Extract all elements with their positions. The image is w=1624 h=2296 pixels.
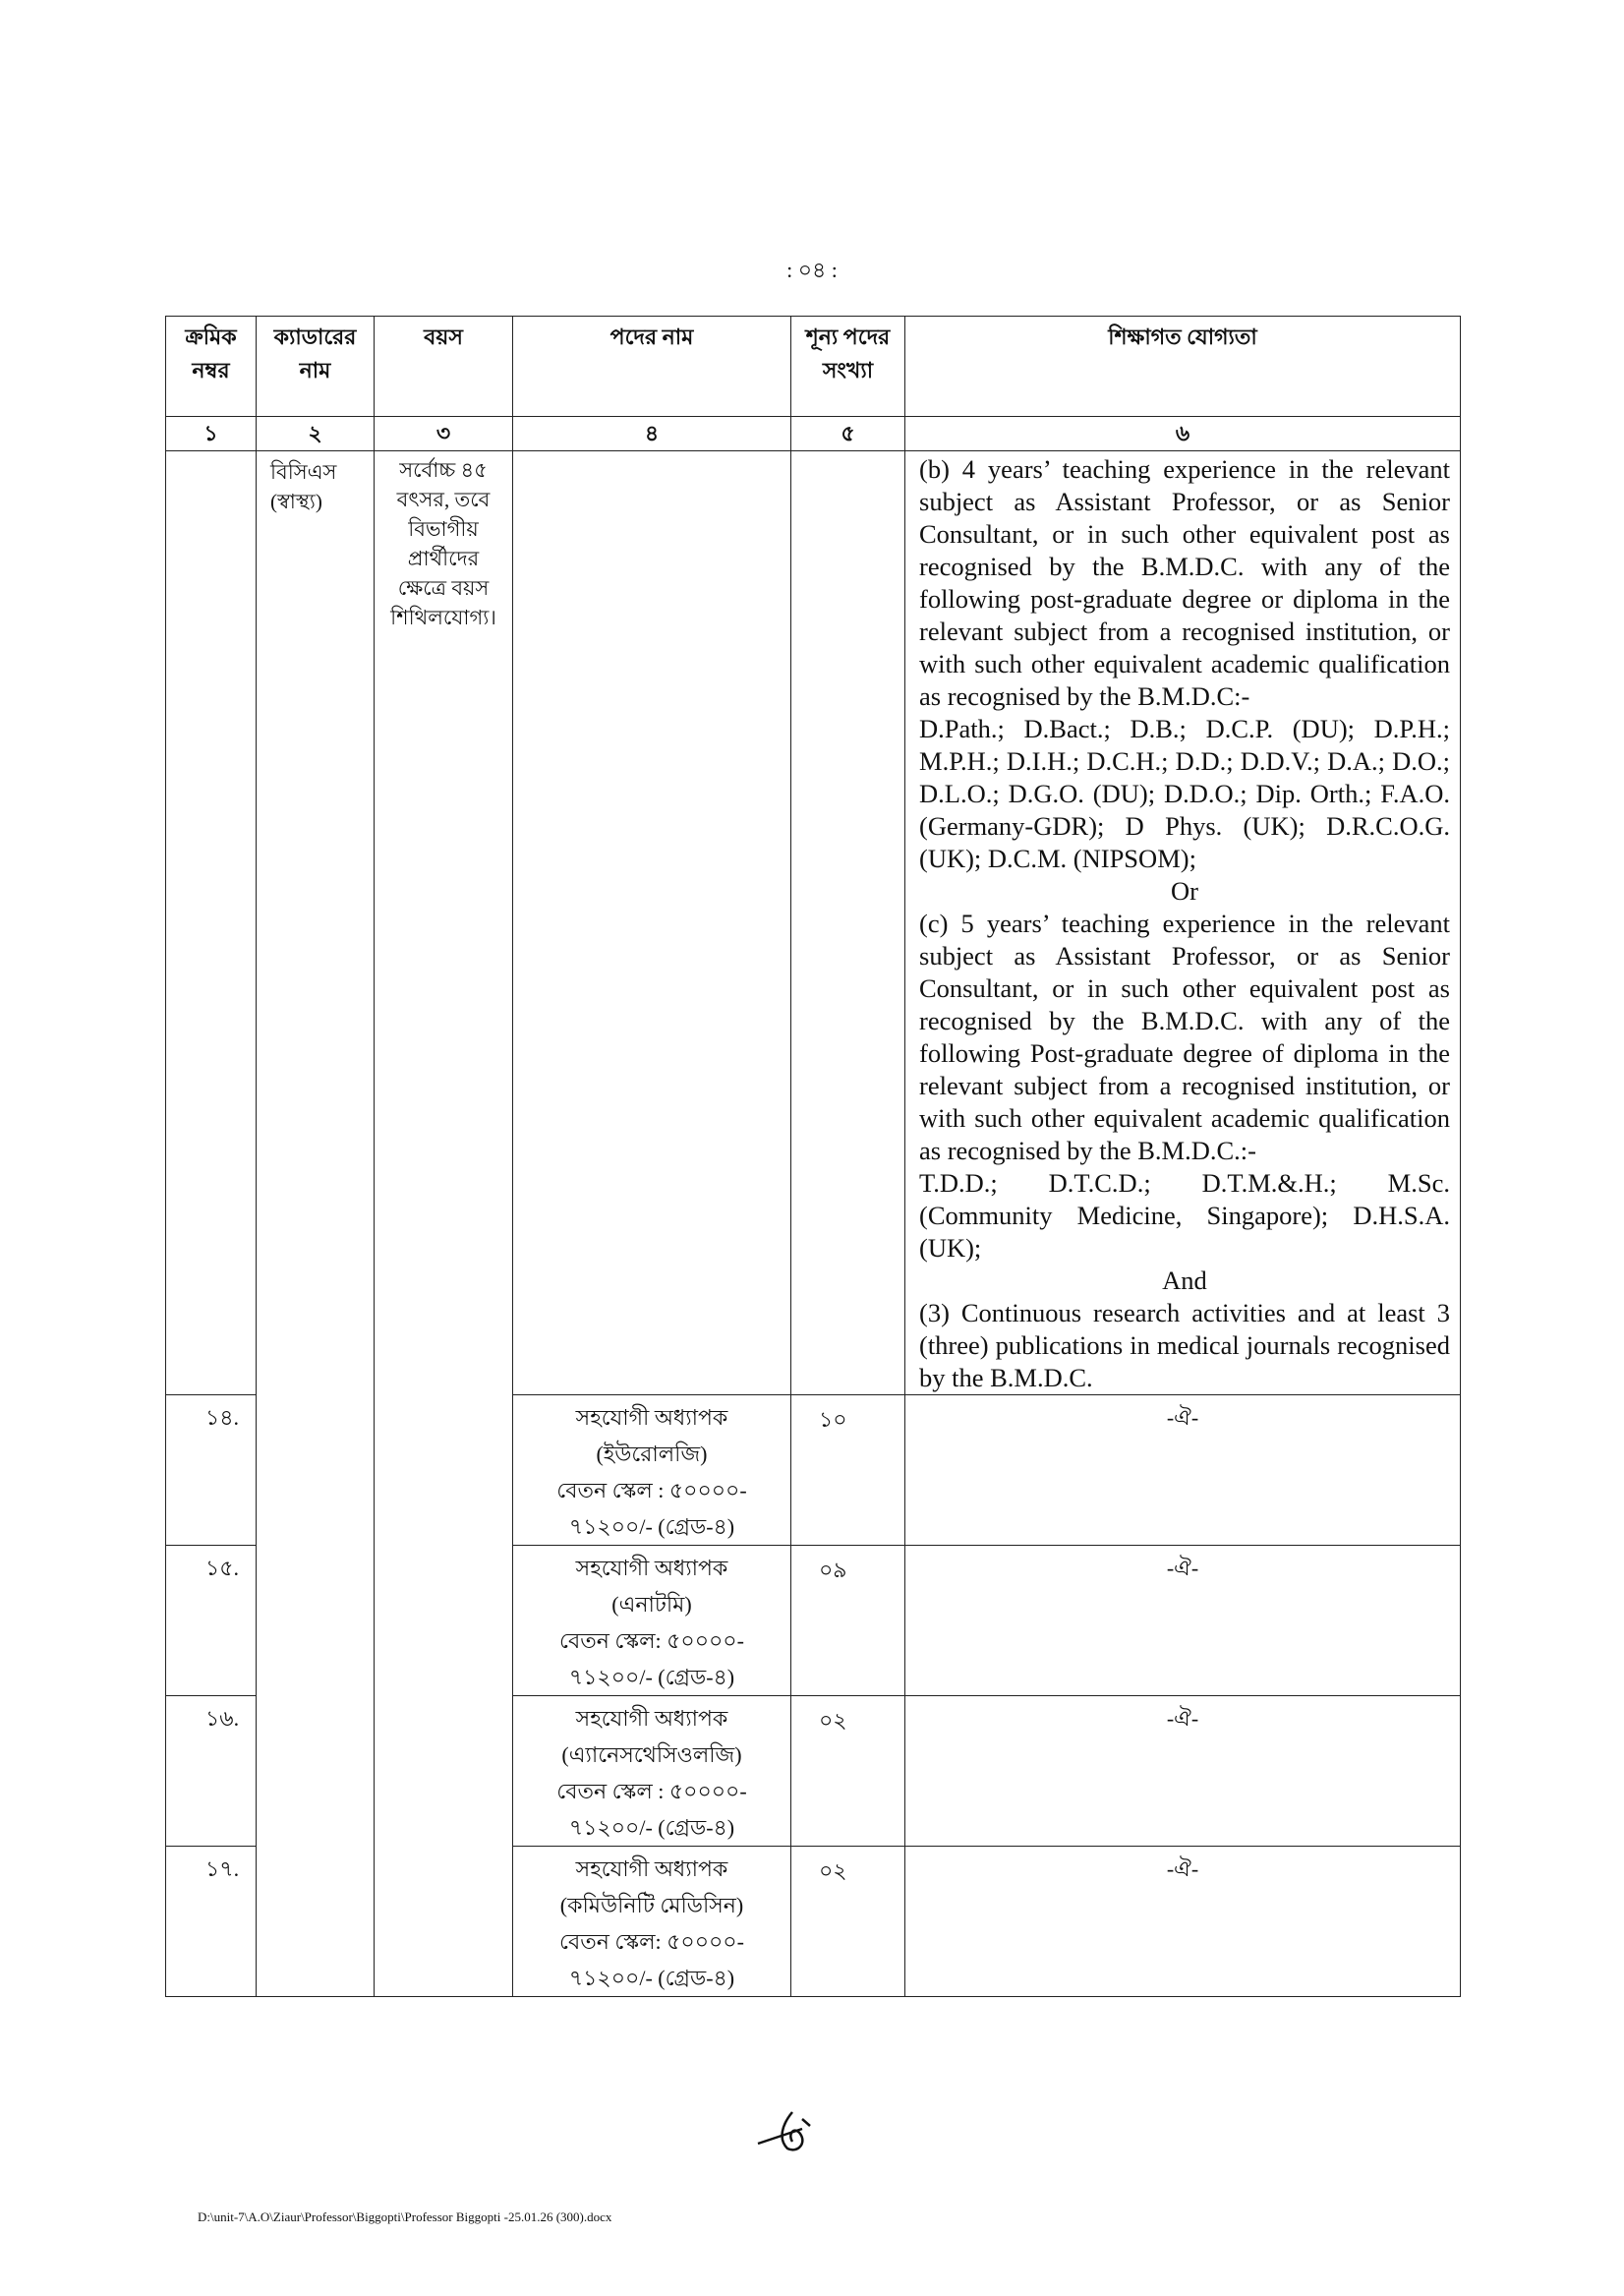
qual-or: Or	[1171, 876, 1198, 906]
post-subject: (এনাটমি)	[611, 1592, 692, 1617]
col-num: ৫	[791, 417, 905, 451]
post-subject: (কমিউনিটি মেডিসিন)	[559, 1893, 744, 1917]
header-post: পদের নাম	[513, 317, 791, 417]
col-num: ১	[166, 417, 257, 451]
qual-c: (c) 5 years’ teaching experience in the relevant subject as Assistant Professor, or as Senior Consultant, or in such other equivalent post as recognised by the B.M.D.C. with any of the following Post-graduate degree of diploma in the relevant subject from a recognised institution, or with such other equivalent academic qualification as recognised by the B.M.D.C.:-	[919, 909, 1450, 1165]
qual-c-list: T.D.D.; D.T.C.D.; D.T.M.&.H.; M.Sc. (Community Medicine, Singapore); D.H.S.A.(UK);	[919, 1168, 1450, 1263]
header-vacancy: শূন্য পদের সংখ্যা	[791, 317, 905, 417]
post-cell	[513, 1546, 791, 1696]
post-cell	[513, 1395, 791, 1546]
col-num: ৬	[905, 417, 1461, 451]
qualification-cell: -ঐ-	[905, 1395, 1461, 1546]
pay-scale: বেতন স্কেল: ৫০০০০-	[559, 1628, 744, 1653]
header-serial: ক্রমিক নম্বর	[166, 317, 257, 417]
serial-cell: ১৬.	[166, 1696, 257, 1847]
pay-scale: বেতন স্কেল: ৫০০০০-	[559, 1929, 744, 1954]
pay-grade: ৭১২০০/- (গ্রেড-৪)	[568, 1966, 735, 1990]
col-num: ৩	[375, 417, 513, 451]
post-subject: (এ্যানেসথেসিওলজি)	[561, 1742, 742, 1767]
table-row	[166, 451, 1461, 1395]
recruitment-table	[165, 316, 1461, 1997]
qualification-cell	[905, 451, 1461, 1395]
pay-grade: ৭১২০০/- (গ্রেড-৪)	[568, 1665, 735, 1689]
qual-b: (b) 4 years’ teaching experience in the relevant subject as Assistant Professor, or as Senior Consultant, or in such other equivalent post as recognised by the B.M.D.C. with any of the following post-graduate degree or diploma in the relevant subject from a recognised institution, or with such other equivalent academic qualification as recognised by the B.M.D.C:-	[919, 454, 1450, 711]
pay-grade: ৭১২০০/- (গ্রেড-৪)	[568, 1815, 735, 1840]
header-cadre: ক্যাডারের নাম	[257, 317, 375, 417]
post-title: সহযোগী অধ্যাপক	[575, 1856, 728, 1881]
serial-cell: ১৪.	[166, 1395, 257, 1546]
pay-scale: বেতন স্কেল : ৫০০০০-	[556, 1779, 747, 1803]
pay-grade: ৭১২০০/- (গ্রেড-৪)	[568, 1514, 735, 1539]
post-title: সহযোগী অধ্যাপক	[575, 1405, 728, 1430]
cadre-cell: বিসিএস (স্বাস্থ্য)	[257, 451, 375, 1997]
qualification-cell: -ঐ-	[905, 1847, 1461, 1997]
qual-three: (3) Continuous research activities and at least 3 (three) publications in medical journals recognised by the B.M.D.C.	[919, 1298, 1450, 1392]
post-cell	[513, 1696, 791, 1847]
post-title: সহযোগী অধ্যাপক	[575, 1706, 728, 1731]
post-cell	[513, 1847, 791, 1997]
column-number-row	[166, 417, 1461, 451]
age-cell: সর্বোচ্চ ৪৫ বৎসর, তবে বিভাগীয় প্রার্থীদের ক্ষেত্রে বয়স শিথিলযোগ্য।	[375, 451, 513, 1997]
header-age: বয়স	[375, 317, 513, 417]
header-row	[166, 317, 1461, 417]
serial-cell: ১৭.	[166, 1847, 257, 1997]
signature	[753, 2104, 822, 2163]
pay-scale: বেতন স্কেল : ৫০০০০-	[556, 1478, 747, 1502]
vacancy-cell: ০৯	[791, 1546, 905, 1696]
post-cell	[513, 451, 791, 1395]
file-path-footer: D:\unit-7\A.O\Ziaur\Professor\Biggopti\Professor Biggopti -25.01.26 (300).docx	[198, 2209, 612, 2224]
qualification-cell: -ঐ-	[905, 1546, 1461, 1696]
col-num: ২	[257, 417, 375, 451]
page-number: : ০৪ :	[786, 258, 838, 282]
post-subject: (ইউরোলজি)	[596, 1442, 708, 1466]
qual-and: And	[1162, 1266, 1207, 1295]
vacancy-cell	[791, 451, 905, 1395]
header-qualification: শিক্ষাগত যোগ্যতা	[905, 317, 1461, 417]
serial-cell	[166, 451, 257, 1395]
qualification-cell: -ঐ-	[905, 1696, 1461, 1847]
serial-cell: ১৫.	[166, 1546, 257, 1696]
vacancy-cell: ১০	[791, 1395, 905, 1546]
vacancy-cell: ০২	[791, 1847, 905, 1997]
vacancy-cell: ০২	[791, 1696, 905, 1847]
col-num: ৪	[513, 417, 791, 451]
post-title: সহযোগী অধ্যাপক	[575, 1556, 728, 1580]
qual-b-list: D.Path.; D.Bact.; D.B.; D.C.P. (DU); D.P.H.; M.P.H.; D.I.H.; D.C.H.; D.D.; D.D.V.; D.A.; D.O.; D.L.O.; D.G.O. (DU); D.D.O.; Dip. Orth.; F.A.O. (Germany-GDR); D Phys. (UK); D.R.C.O.G. (UK); D.C.M. (NIPSOM);	[919, 714, 1450, 873]
